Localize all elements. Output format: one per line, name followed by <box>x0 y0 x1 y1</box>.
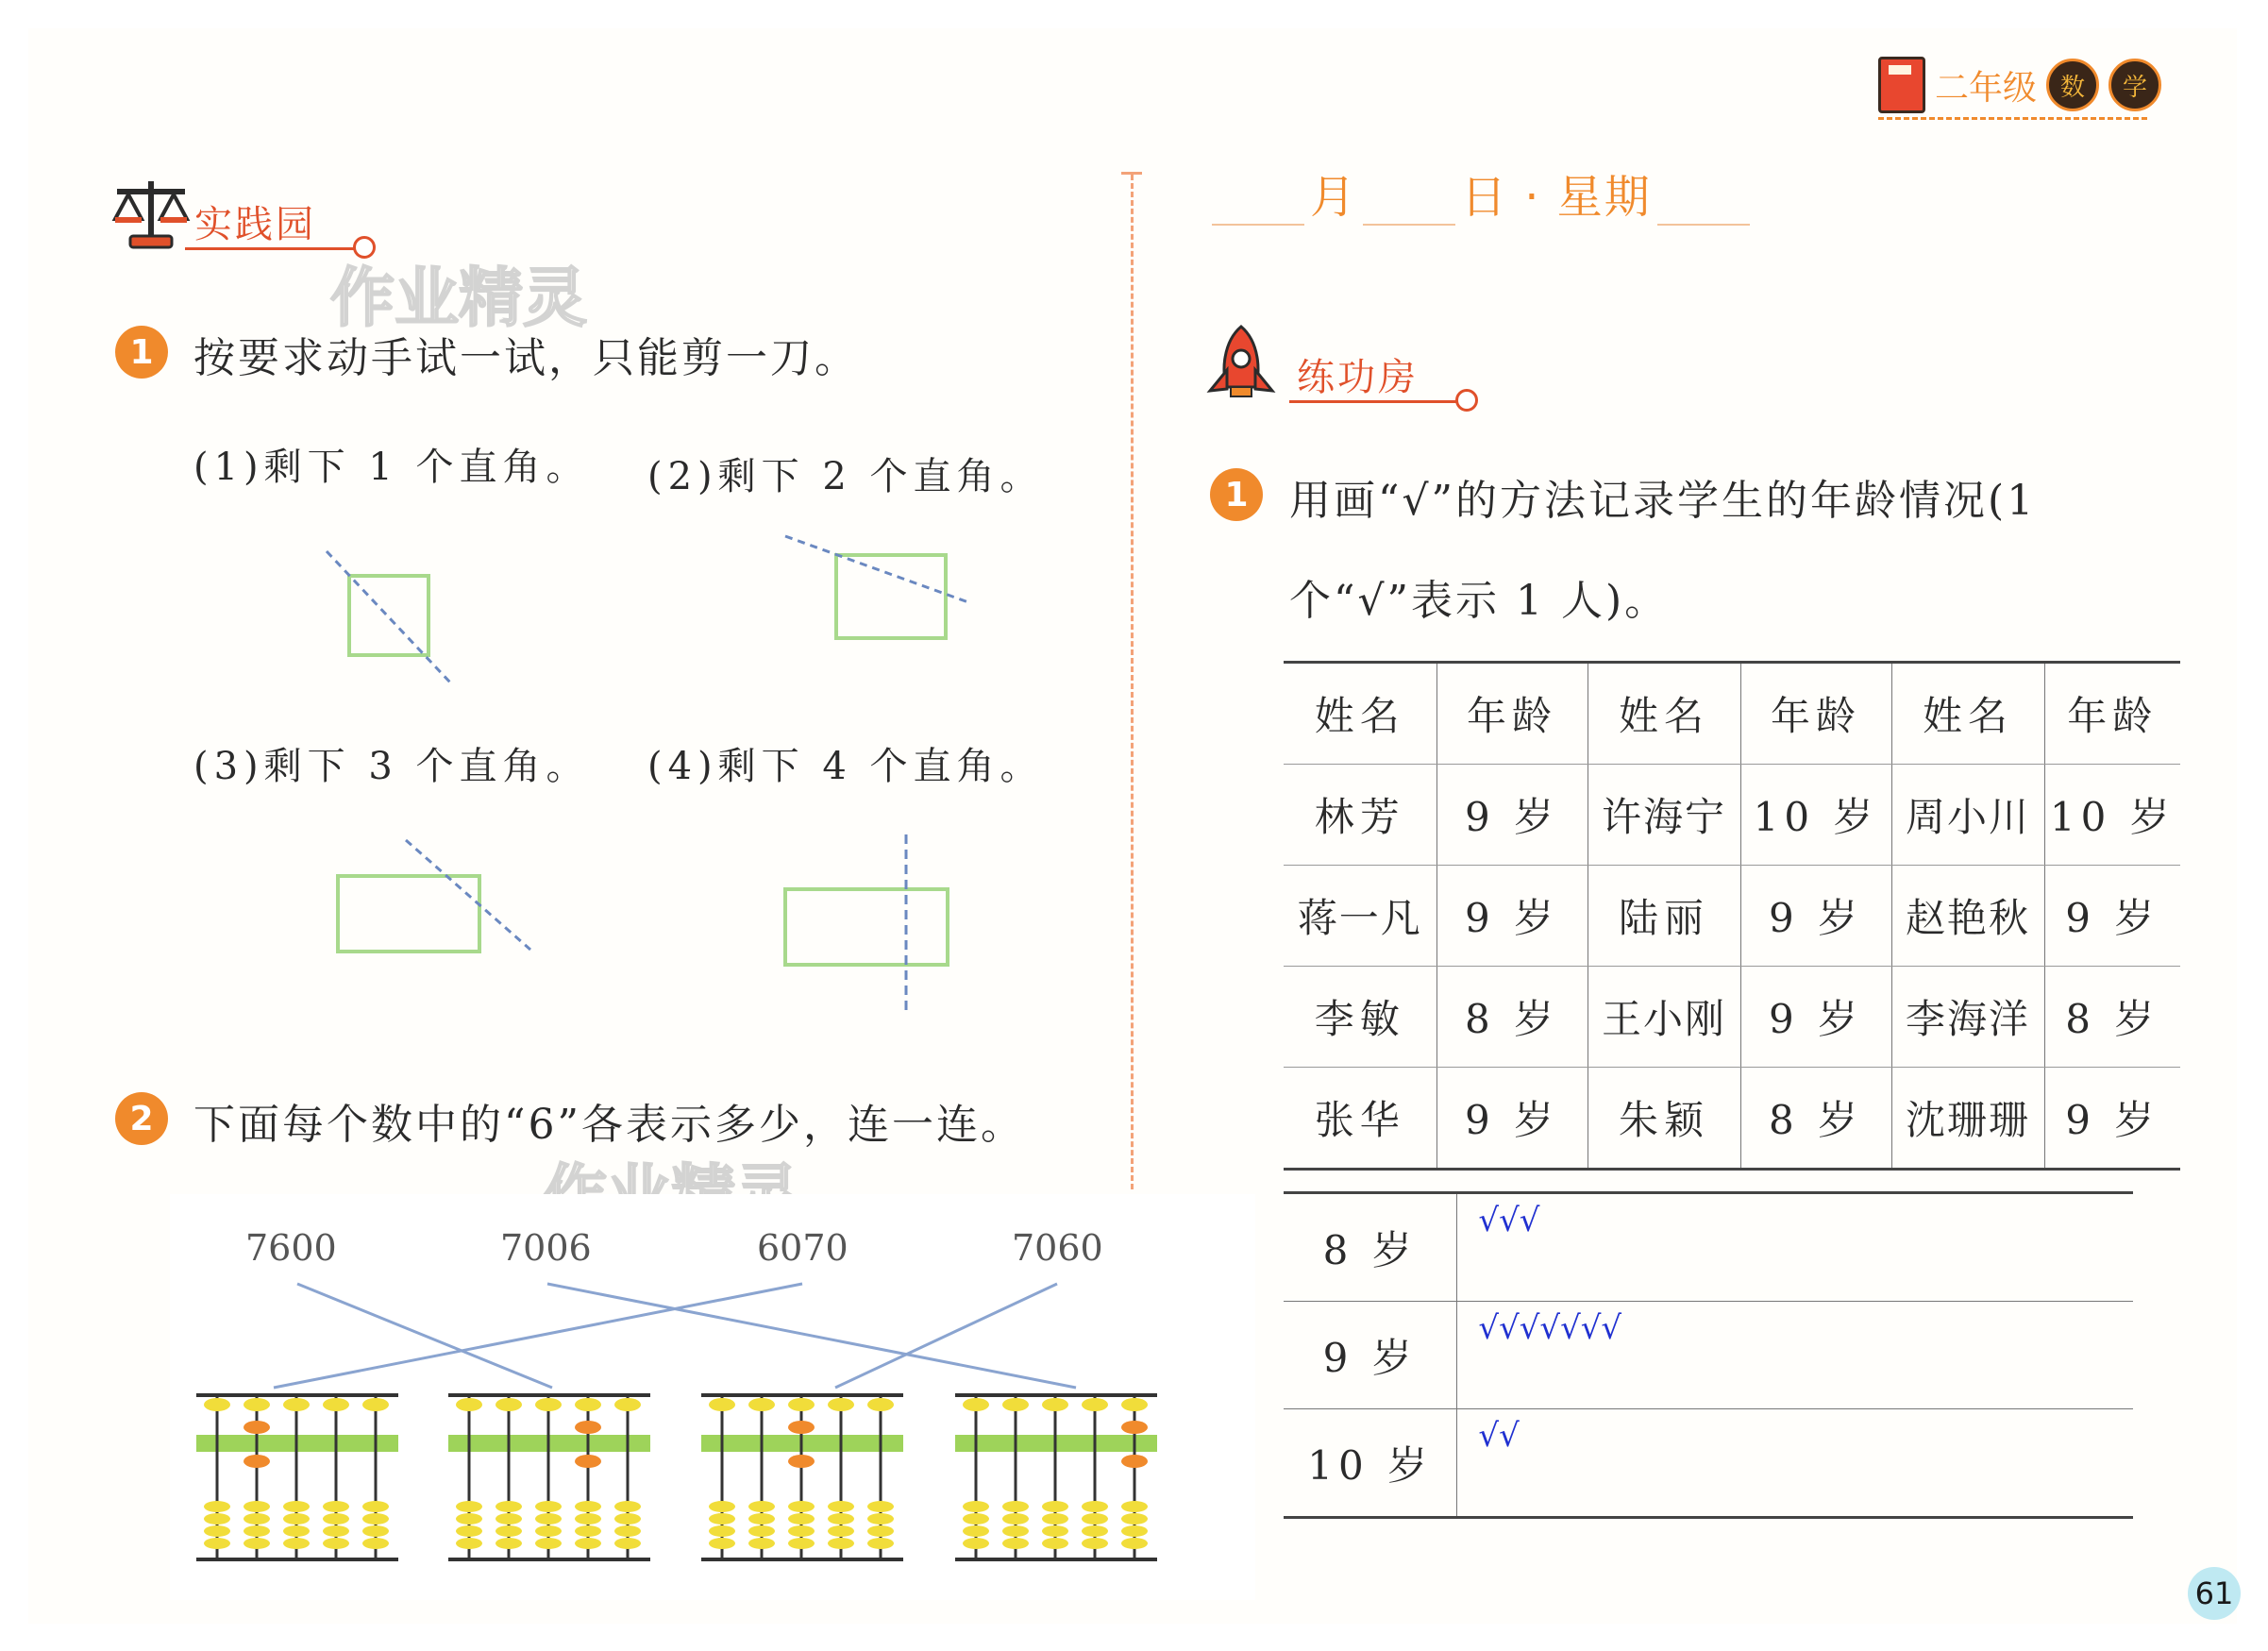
section-title-practice: 实践园 <box>194 203 316 246</box>
age-cell: 9 岁 <box>1436 866 1588 967</box>
rocket-icon <box>1202 323 1280 408</box>
age-cell: 9 岁 <box>1436 765 1588 866</box>
abacus-4 <box>955 1393 1157 1561</box>
figure-2-rectangle <box>774 529 982 651</box>
page-number: 61 <box>2188 1567 2241 1620</box>
age-cell: 10 岁 <box>1740 765 1891 866</box>
abacus-2 <box>448 1393 650 1561</box>
weekday-blank[interactable] <box>1657 224 1750 226</box>
watermark-top: 作业精灵 <box>330 261 588 336</box>
month-blank[interactable] <box>1212 224 1304 226</box>
name-cell: 周小川 <box>1891 765 2044 866</box>
abacus-3 <box>701 1393 903 1561</box>
age-cell: 8 岁 <box>2044 967 2180 1068</box>
tally-marks[interactable]: √√√ <box>1457 1193 2133 1302</box>
name-cell: 蒋一凡 <box>1284 866 1436 967</box>
name-cell: 李海洋 <box>1891 967 2044 1068</box>
book-icon <box>1878 57 1925 113</box>
table-row <box>1284 866 2180 967</box>
section-underline-right <box>1289 400 1459 403</box>
q1-text-right-line1: 用画“√”的方法记录学生的年龄情况(1 <box>1289 477 2037 525</box>
abacus-1 <box>196 1393 398 1561</box>
tally-row <box>1284 1302 2133 1409</box>
tally-row <box>1284 1409 2133 1518</box>
section-dot-right <box>1455 389 1478 412</box>
q1-text-left: 按要求动手试一试，只能剪一刀。 <box>193 334 859 382</box>
header-cell: 年龄 <box>1436 663 1588 765</box>
age-cell: 9 岁 <box>2044 866 2180 967</box>
subject-char-2: 学 <box>2108 59 2161 111</box>
abaci <box>189 1388 1170 1567</box>
q1-text-right-line2: 个“√”表示 1 人)。 <box>1289 577 1670 625</box>
tally-age-label: 9 岁 <box>1284 1302 1457 1409</box>
age-cell: 9 岁 <box>1436 1068 1588 1170</box>
header-cell: 姓名 <box>1284 663 1436 765</box>
day-blank[interactable] <box>1363 224 1455 226</box>
number-label-3: 6070 <box>757 1227 848 1269</box>
q1-item-4: (4)剩下 4 个直角。 <box>647 745 1044 788</box>
tally-marks[interactable]: √√√√√√√ <box>1457 1302 2133 1409</box>
number-label-2: 7006 <box>500 1227 592 1269</box>
page-divider <box>1131 175 1134 1189</box>
table-row <box>1284 1068 2180 1170</box>
matching-lines <box>189 1265 1170 1397</box>
figure-1-square <box>321 548 462 689</box>
number-label-1: 7600 <box>245 1227 337 1269</box>
age-cell: 8 岁 <box>1436 967 1588 1068</box>
name-cell: 张华 <box>1284 1068 1436 1170</box>
name-cell: 林芳 <box>1284 765 1436 866</box>
tally-age-label: 8 岁 <box>1284 1193 1457 1302</box>
header-cell: 年龄 <box>2044 663 2180 765</box>
section-title-training: 练功房 <box>1297 356 1419 399</box>
date-line <box>1206 160 1756 226</box>
table-row <box>1284 765 2180 866</box>
age-cell: 10 岁 <box>2044 765 2180 866</box>
q1-item-1: (1)剩下 1 个直角。 <box>193 446 590 489</box>
q1-number-right: 1 <box>1210 468 1263 521</box>
figure-4-rectangle <box>774 831 963 1019</box>
header-cell: 姓名 <box>1891 663 2044 765</box>
age-cell: 8 岁 <box>1740 1068 1891 1170</box>
tally-table <box>1284 1191 2133 1519</box>
age-cell: 9 岁 <box>1740 967 1891 1068</box>
number-label-4: 7060 <box>1012 1227 1103 1269</box>
tally-row <box>1284 1193 2133 1302</box>
day-weekday-label: 日 · 星期 <box>1461 171 1652 224</box>
header-cell: 姓名 <box>1588 663 1740 765</box>
name-cell: 朱颖 <box>1588 1068 1740 1170</box>
q2-text-left: 下面每个数中的“6”各表示多少，连一连。 <box>193 1101 1025 1149</box>
name-cell: 赵艳秋 <box>1891 866 2044 967</box>
figure-3-rectangle <box>330 831 538 963</box>
name-cell: 陆丽 <box>1588 866 1740 967</box>
age-table <box>1284 661 2180 1171</box>
q2-number-left: 2 <box>115 1092 168 1145</box>
month-label: 月 <box>1310 171 1358 224</box>
age-table-header-row <box>1284 663 2180 765</box>
name-cell: 王小刚 <box>1588 967 1740 1068</box>
q1-item-2: (2)剩下 2 个直角。 <box>647 455 1044 498</box>
tally-age-label: 10 岁 <box>1284 1409 1457 1518</box>
header-cell: 年龄 <box>1740 663 1891 765</box>
age-cell: 9 岁 <box>1740 866 1891 967</box>
tally-marks[interactable]: √√ <box>1457 1409 2133 1518</box>
q1-number-left: 1 <box>115 326 168 379</box>
header-badge <box>1878 55 2161 115</box>
age-cell: 9 岁 <box>2044 1068 2180 1170</box>
name-cell: 李敏 <box>1284 967 1436 1068</box>
balance-scale-icon <box>111 177 191 253</box>
name-cell: 沈珊珊 <box>1891 1068 2044 1170</box>
header-underline <box>1878 117 2147 120</box>
q1-item-3: (3)剩下 3 个直角。 <box>193 745 590 788</box>
subject-char-1: 数 <box>2046 59 2099 111</box>
table-row <box>1284 967 2180 1068</box>
grade-label: 二年级 <box>1935 68 2038 108</box>
name-cell: 许海宁 <box>1588 765 1740 866</box>
